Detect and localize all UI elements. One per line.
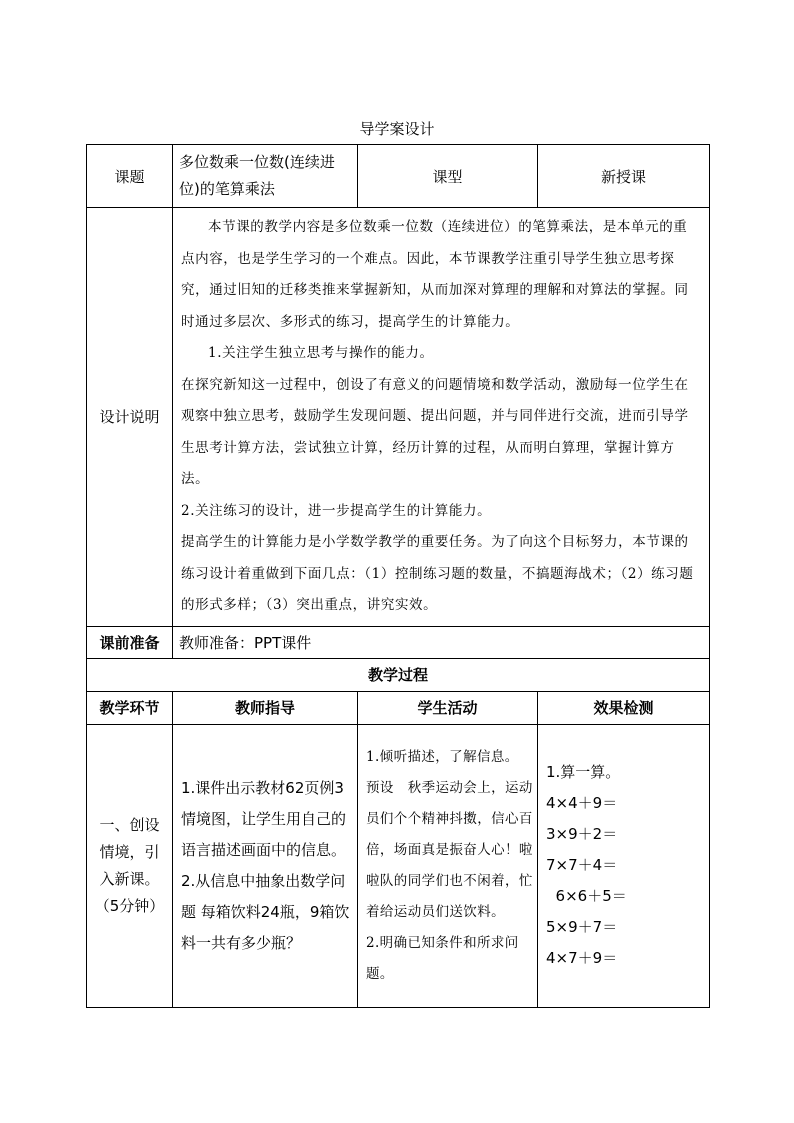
prep-row — [87, 626, 710, 658]
process-title: 教学过程 — [87, 658, 710, 691]
design-row — [87, 208, 710, 627]
design-description — [173, 208, 710, 627]
stage-line: 入新课。 — [99, 869, 160, 888]
exercise-item: 4×4＋9＝ — [546, 794, 618, 812]
stage-cell — [87, 724, 173, 1007]
student-cell — [358, 724, 538, 1007]
exercise-item: 6×6＋5＝ — [546, 887, 627, 905]
student-preset: 预设 秋季运动会上，运动员们个个精神抖擞，信心百倍，场面真是振奋人心！啦啦队的同学们也不闲着，忙着给运动员们送饮料。 — [366, 779, 533, 920]
teacher-step-1: 1.课件出示教材62页例3情境图，让学生用自己的语言描述画面中的信息。 — [181, 778, 347, 859]
lesson-type-value: 新授课 — [538, 145, 710, 208]
check-cell — [538, 724, 710, 1007]
teacher-step-2: 2.从信息中抽象出数学问题 每箱饮料24瓶，9箱饮料一共有多少瓶？ — [181, 871, 350, 952]
column-header-student: 学生活动 — [358, 691, 538, 724]
topic-label: 课题 — [87, 145, 173, 208]
check-heading: 1.算一算。 — [546, 763, 621, 781]
teacher-cell — [173, 724, 358, 1007]
lesson-type-label: 课型 — [358, 145, 538, 208]
student-step-1: 1.倾听描述，了解信息。 — [366, 748, 519, 765]
process-title-row — [87, 658, 710, 691]
lesson-plan-table — [86, 144, 710, 1008]
exercise-item: 3×9＋2＝ — [546, 825, 618, 843]
stage-duration: （5分钟） — [94, 896, 165, 915]
process-header-row — [87, 691, 710, 724]
design-paragraph: 在探究新知这一过程中，创设了有意义的问题情境和数学活动，激励每一位学生在观察中独立思考，鼓励学生发现问题、提出问题，并与同伴进行交流，进而引导学生思考计算方法，尝试独立计算，经历计算的过程，从而明白算理，掌握计算方法。 — [181, 376, 689, 487]
student-step-2: 2.明确已知条件和所求问题。 — [366, 934, 519, 982]
prep-label: 课前准备 — [87, 626, 173, 658]
exercise-item: 7×7＋4＝ — [546, 856, 618, 874]
prep-value: 教师准备：PPT课件 — [173, 626, 710, 658]
column-header-teacher: 教师指导 — [173, 691, 358, 724]
stage-line: 情境，引 — [99, 842, 160, 861]
design-paragraph: 提高学生的计算能力是小学数学教学的重要任务。为了向这个目标努力，本节课的练习设计着重做到下面几点：（1）控制练习题的数量，不搞题海战术；（2）练习题的形式多样；（3）突出重点，讲究实效。 — [181, 534, 694, 613]
exercise-item: 4×7＋9＝ — [546, 949, 618, 967]
design-paragraph: 本节课的教学内容是多位数乘一位数（连续进位）的笔算乘法，是本单元的重点内容，也是学生学习的一个难点。因此，本节课教学注重引导学生独立思考探究，通过旧知的迁移类推来掌握新知，从而加深对算理的理解和对算法的掌握。同时通过多层次、多形式的练习，提高学生的计算能力。 — [181, 219, 689, 330]
process-row — [87, 724, 710, 1007]
topic-row — [87, 145, 710, 208]
topic-value: 多位数乘一位数(连续进位)的笔算乘法 — [173, 145, 358, 208]
column-header-stage: 教学环节 — [87, 691, 173, 724]
design-point-1: 1.关注学生独立思考与操作的能力。 — [208, 345, 434, 361]
stage-line: 一、创设 — [99, 815, 160, 834]
column-header-check: 效果检测 — [538, 691, 710, 724]
document-title: 导学案设计 — [359, 120, 435, 138]
design-label: 设计说明 — [87, 208, 173, 627]
design-point-2: 2.关注练习的设计，进一步提高学生的计算能力。 — [181, 502, 492, 519]
exercise-item: 5×9＋7＝ — [546, 918, 618, 936]
